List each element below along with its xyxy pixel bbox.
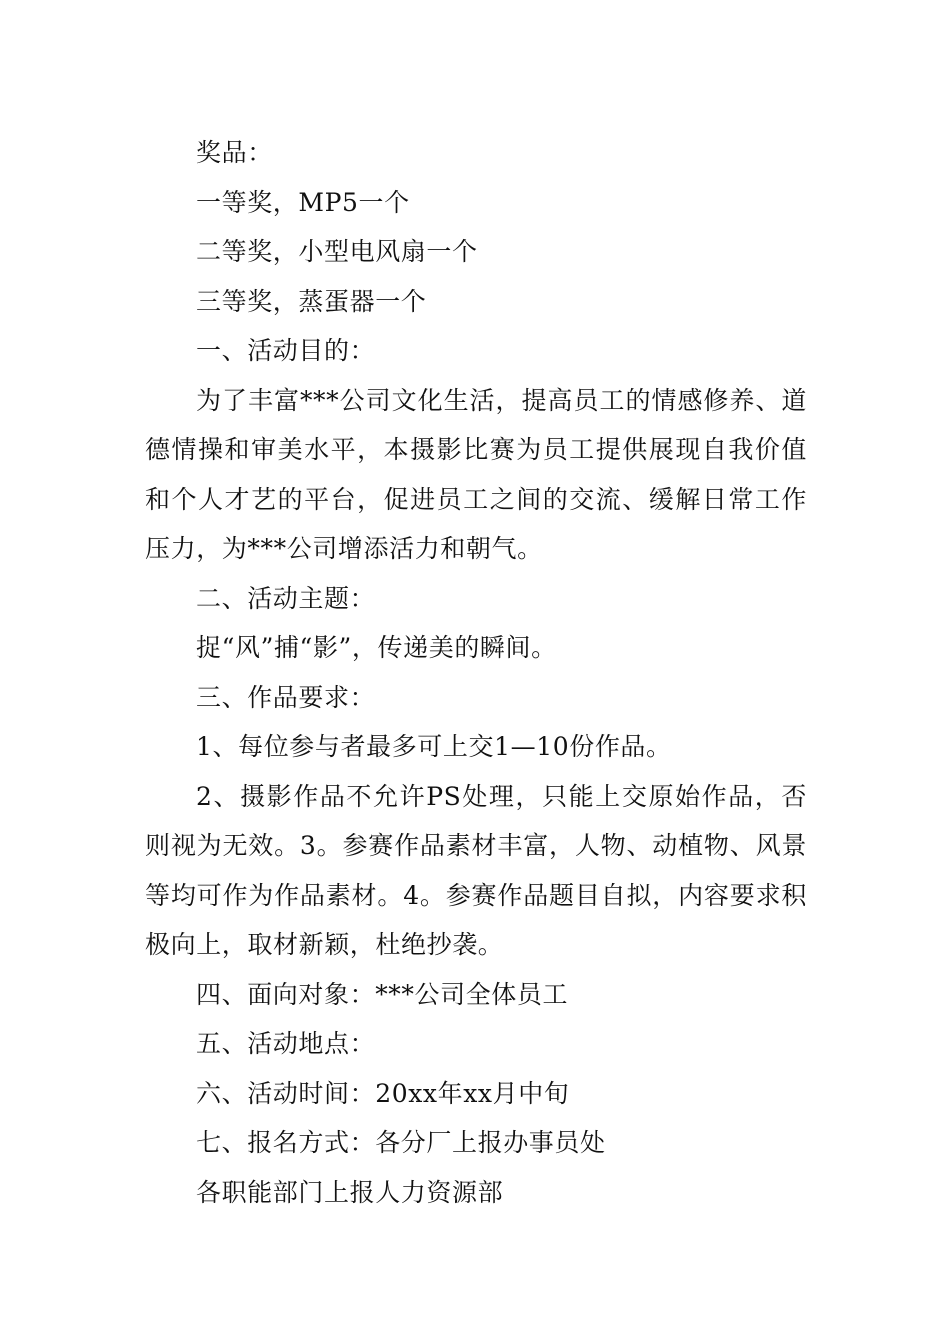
third-prize: 三等奖，蒸蛋器一个 [196, 286, 427, 316]
document-body [145, 128, 807, 1217]
registration-departments: 各职能部门上报人力资源部 [196, 1177, 504, 1207]
section-location: 五、活动地点： [196, 1029, 376, 1058]
first-prize: 一等奖，MP5一个 [196, 187, 410, 217]
section-requirements-heading: 三、作品要求： [196, 682, 376, 712]
prizes-heading: 奖品： [196, 138, 273, 167]
section-purpose-heading: 一、活动目的： [196, 336, 376, 365]
purpose-paragraph: 为了丰富***公司文化生活，提高员工的情感修养、道德情操和审美水平，本摄影比赛为员工提供展现自我价值和个人才艺的平台，促进员工之间的交流、缓解日常工作压力，为***公司增添活力和朝气。 [145, 385, 807, 563]
second-prize: 二等奖，小型电风扇一个 [196, 237, 478, 266]
requirement-1: 1、每位参与者最多可上交1—10份作品。 [196, 732, 672, 761]
requirements-paragraph: 2、摄影作品不允许PS处理，只能上交原始作品，否则视为无效。3。参赛作品素材丰富，人物、动植物、风景等均可作为作品素材。4。参赛作品题目自拟，内容要求积极向上，取材新颖，杜绝抄袭。 [145, 781, 807, 959]
section-theme-heading: 二、活动主题： [196, 583, 376, 613]
section-registration: 七、报名方式：各分厂上报办事员处 [196, 1128, 606, 1157]
section-time: 六、活动时间：20xx年xx月中旬 [196, 1078, 570, 1108]
theme-text: 捉“风”捕“影”，传递美的瞬间。 [196, 633, 557, 662]
section-audience: 四、面向对象：***公司全体员工 [196, 979, 569, 1009]
